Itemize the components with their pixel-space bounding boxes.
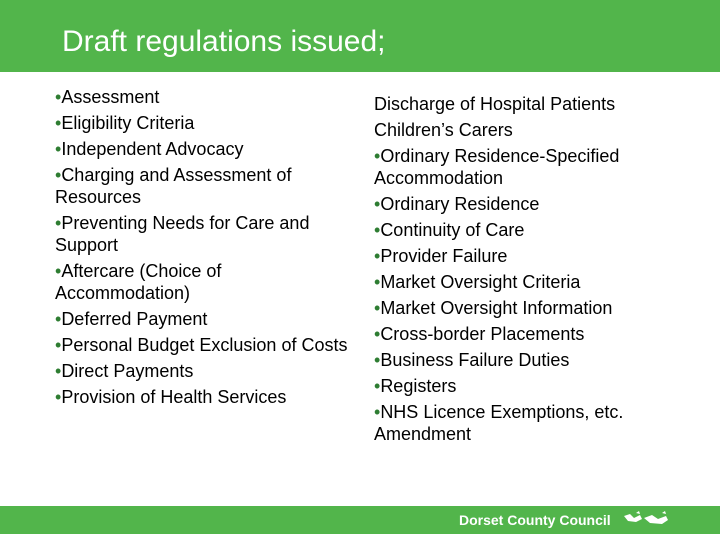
bullet-icon: • bbox=[374, 220, 381, 240]
bullet-icon: • bbox=[374, 246, 381, 266]
list-item-text: Business Failure Duties bbox=[380, 350, 570, 370]
bullet-icon: • bbox=[55, 309, 62, 329]
list-item-text: Deferred Payment bbox=[61, 309, 208, 329]
bullet-icon: • bbox=[55, 261, 62, 281]
list-item-text: Provider Failure bbox=[380, 246, 508, 266]
bullet-icon: • bbox=[374, 376, 381, 396]
list-item-text: Preventing Needs for Care and Support bbox=[55, 213, 310, 255]
bullet-icon: • bbox=[55, 213, 62, 233]
list-item-text: Personal Budget Exclusion of Costs bbox=[61, 335, 348, 355]
list-item-text: Registers bbox=[380, 376, 457, 396]
right-list-item bbox=[374, 401, 694, 445]
list-item-text: Provision of Health Services bbox=[61, 387, 287, 407]
bullet-icon: • bbox=[374, 194, 381, 214]
right-intro-line bbox=[374, 93, 694, 115]
list-item-text: Continuity of Care bbox=[380, 220, 525, 240]
left-list-item bbox=[55, 164, 355, 208]
bullet-icon: • bbox=[374, 146, 381, 166]
bullet-icon: • bbox=[374, 402, 381, 422]
right-list-item bbox=[374, 145, 694, 189]
list-item-text: Cross-border Placements bbox=[380, 324, 585, 344]
right-list-item bbox=[374, 375, 694, 397]
bullet-icon: • bbox=[55, 335, 62, 355]
left-list-item bbox=[55, 360, 355, 382]
right-list-item bbox=[374, 297, 694, 319]
right-list-item bbox=[374, 323, 694, 345]
bullet-icon: • bbox=[55, 361, 62, 381]
right-list-item bbox=[374, 193, 694, 215]
list-item-text: Ordinary Residence bbox=[380, 194, 540, 214]
bullet-icon: • bbox=[374, 324, 381, 344]
slide-title: Draft regulations issued; bbox=[62, 25, 386, 58]
left-list-item bbox=[55, 138, 355, 160]
list-item-text: Direct Payments bbox=[61, 361, 194, 381]
left-list-item bbox=[55, 260, 355, 304]
bullet-icon: • bbox=[374, 272, 381, 292]
left-list-item bbox=[55, 212, 355, 256]
list-item-text: Eligibility Criteria bbox=[61, 113, 195, 133]
bullet-icon: • bbox=[55, 139, 62, 159]
bullet-icon: • bbox=[374, 350, 381, 370]
title-bar bbox=[0, 0, 720, 72]
left-bullet-list bbox=[55, 86, 355, 412]
right-list-item bbox=[374, 219, 694, 241]
right-list-item bbox=[374, 271, 694, 293]
list-item-text: Market Oversight Information bbox=[380, 298, 613, 318]
list-item-text: Children’s Carers bbox=[374, 120, 513, 140]
council-name: Dorset County Council bbox=[459, 512, 611, 528]
left-list-item bbox=[55, 112, 355, 134]
list-item-text: Market Oversight Criteria bbox=[380, 272, 581, 292]
list-item-text: Assessment bbox=[61, 87, 160, 107]
bullet-icon: • bbox=[374, 298, 381, 318]
list-item-text: Discharge of Hospital Patients bbox=[374, 94, 616, 114]
list-item-text: Ordinary Residence-Specified Accommodation bbox=[374, 146, 620, 188]
list-item-text: NHS Licence Exemptions, etc. Amendment bbox=[374, 402, 624, 444]
left-list-item bbox=[55, 308, 355, 330]
bullet-icon: • bbox=[55, 165, 62, 185]
list-item-text: Independent Advocacy bbox=[61, 139, 244, 159]
bullet-icon: • bbox=[55, 87, 62, 107]
left-list-item bbox=[55, 86, 355, 108]
dorset-lions-logo-icon bbox=[622, 510, 672, 530]
footer-bar bbox=[0, 506, 720, 534]
list-item-text: Charging and Assessment of Resources bbox=[55, 165, 292, 207]
right-list-item bbox=[374, 349, 694, 371]
right-intro-line bbox=[374, 119, 694, 141]
left-list-item bbox=[55, 334, 355, 356]
left-list-item bbox=[55, 386, 355, 408]
bullet-icon: • bbox=[55, 113, 62, 133]
list-item-text: Aftercare (Choice of Accommodation) bbox=[55, 261, 222, 303]
right-bullet-list bbox=[374, 93, 694, 449]
bullet-icon: • bbox=[55, 387, 62, 407]
right-list-item bbox=[374, 245, 694, 267]
